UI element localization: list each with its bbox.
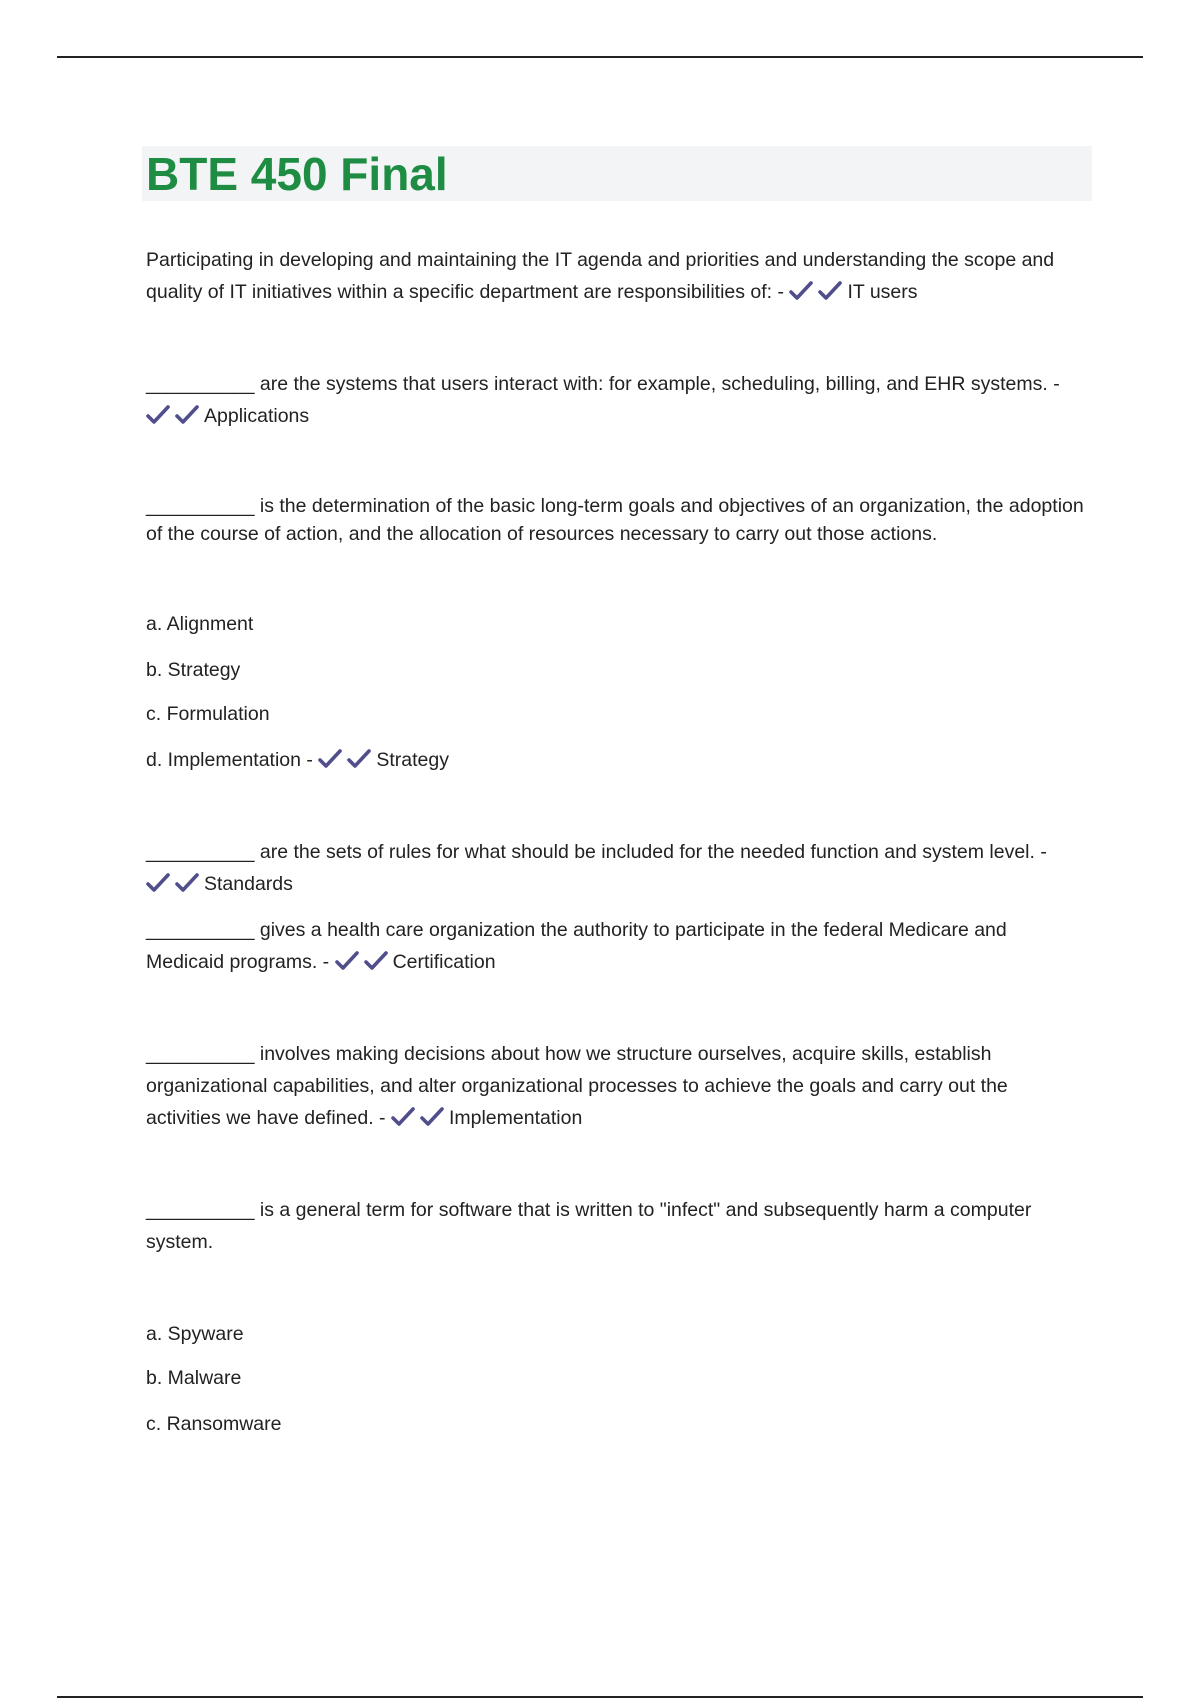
qa-item <box>146 1038 1086 1134</box>
double-check-icon <box>318 748 344 770</box>
qa-item <box>146 492 1086 776</box>
qa-item <box>146 368 1086 432</box>
option-item: b. Strategy <box>146 659 241 681</box>
option-item: b. Malware <box>146 1367 242 1389</box>
double-check-icon <box>420 1106 446 1128</box>
header-rule <box>57 56 1143 58</box>
double-check-icon <box>146 404 172 426</box>
question-text: __________ is a general term for software that is written to "infect" and subsequently harm a computer system. <box>146 1199 1032 1253</box>
qa-item <box>146 914 1086 978</box>
double-check-icon <box>335 950 361 972</box>
footer-rule <box>57 1696 1143 1698</box>
double-check-icon <box>364 950 390 972</box>
question-text: Participating in developing and maintaining the IT agenda and priorities and understanding the scope and quality of IT initiatives within a specific department are responsibilities of: - IT users <box>146 249 1055 303</box>
option-item: c. Formulation <box>146 703 270 725</box>
double-check-icon <box>391 1106 417 1128</box>
answer-text: Applications <box>204 405 310 427</box>
document-body <box>146 244 1086 1440</box>
double-check-icon <box>789 280 815 302</box>
answer-text: Standards <box>204 873 293 895</box>
question-text: __________ gives a health care organization the authority to participate in the federal Medicare and Medicaid programs. - Certification <box>146 919 1007 973</box>
page-title: BTE 450 Final <box>146 148 448 200</box>
double-check-icon <box>818 280 844 302</box>
answer-text: Certification <box>392 951 496 973</box>
option-item: a. Spyware <box>146 1323 244 1345</box>
answer-text: Strategy <box>376 749 449 771</box>
double-check-icon <box>175 404 201 426</box>
double-check-icon <box>146 872 172 894</box>
question-text: __________ are the systems that users interact with: for example, scheduling, billing, and EHR systems. - Applications <box>146 373 1060 427</box>
question-text: __________ is the determination of the basic long-term goals and objectives of an organization, the adoption of the course of action, and the allocation of resources necessary to carry out those actions. <box>146 495 1084 545</box>
answer-text: IT users <box>847 281 918 303</box>
double-check-icon <box>175 872 201 894</box>
qa-item <box>146 1194 1086 1440</box>
question-text: __________ are the sets of rules for what should be included for the needed function and system level. - Standards <box>146 841 1047 895</box>
option-item: c. Ransomware <box>146 1413 282 1435</box>
option-item: a. Alignment <box>146 613 254 635</box>
question-text: __________ involves making decisions about how we structure ourselves, acquire skills, establish organizational capabilities, and alter organizational processes to achieve the goals and carry out the activities we have defined. - Implementation <box>146 1043 1008 1129</box>
double-check-icon <box>347 748 373 770</box>
answer-text: Implementation <box>448 1107 583 1129</box>
qa-item <box>146 836 1086 900</box>
option-item: d. Implementation - Strategy <box>146 749 449 771</box>
qa-item <box>146 244 1086 308</box>
